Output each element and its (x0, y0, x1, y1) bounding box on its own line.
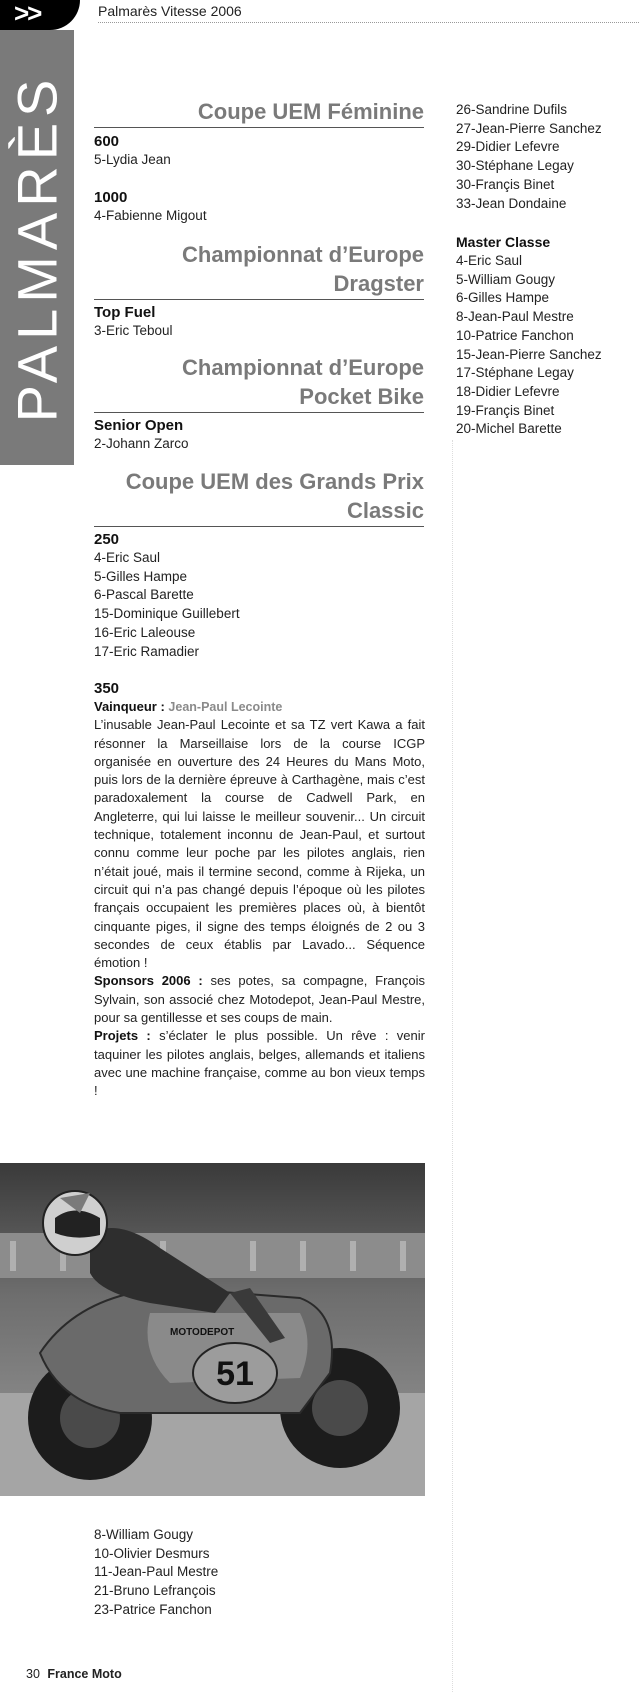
list-item: 27-Jean-Pierre Sanchez (456, 120, 602, 136)
list-item: 18-Didier Lefevre (456, 383, 560, 399)
list-item: 20-Michel Barette (456, 421, 562, 437)
heading-line-1: Championnat d’Europe (182, 355, 424, 380)
results-list-350-continued (94, 1526, 218, 1620)
sponsors-label: Sponsors 2006 : (94, 973, 203, 989)
list-item: 8-Jean-Paul Mestre (456, 309, 574, 325)
results-list-250 (94, 549, 240, 661)
list-item: 30-Stéphane Legay (456, 158, 574, 174)
list-item: 3-Eric Teboul (94, 323, 173, 338)
heading-coupe-uem-feminine (94, 97, 424, 128)
winner-article (94, 698, 425, 1101)
magazine-name: France Moto (47, 1667, 122, 1681)
list-item: 17-Stéphane Legay (456, 365, 574, 381)
projets-paragraph (94, 1027, 425, 1100)
list-item: 6-Pascal Barette (94, 587, 194, 603)
list-item: 15-Dominique Guillebert (94, 606, 240, 622)
page-footer (26, 1667, 122, 1681)
results-list-senior-open (94, 435, 189, 454)
winner-line (94, 698, 425, 716)
class-title-master-classe: Master Classe (456, 234, 551, 250)
list-item: 33-Jean Dondaine (456, 195, 567, 211)
heading-line-2: Classic (346, 498, 424, 523)
heading-coupe-uem-grands-prix-classic (94, 467, 424, 527)
section-sidebar (0, 30, 74, 465)
heading-championnat-pocket-bike (94, 353, 424, 413)
list-item: 5-Gilles Hampe (94, 568, 188, 584)
results-list-600 (94, 151, 171, 170)
list-item: 4-Eric Saul (456, 253, 523, 268)
right-column-results-continued (456, 101, 602, 213)
list-item: 15-Jean-Pierre Sanchez (456, 346, 602, 362)
class-title-250: 250 (94, 531, 120, 548)
list-item: 4-Eric Saul (94, 550, 161, 565)
list-item: 8-William Gougy (94, 1527, 194, 1542)
list-item: 10-Olivier Desmurs (94, 1545, 210, 1561)
heading-championnat-dragster (94, 240, 424, 300)
list-item: 5-William Gougy (456, 271, 556, 287)
heading-line-2: Dragster (333, 271, 424, 296)
sponsors-text: ses potes, sa compagne, François Sylvain, son associé chez Motodepot, Jean-Paul Mestre, pour sa gentillesse et ses coups de main. (94, 973, 425, 1026)
running-head: Palmarès Vitesse 2006 (98, 3, 242, 19)
header-arrow-tab: >> (0, 0, 80, 30)
list-item: 4-Fabienne Migout (94, 208, 207, 223)
article-body: L’inusable Jean-Paul Lecointe et sa TZ vert Kawa a fait résonner la Marseillaise lors de la course ICGP organisée en ouverture des 24 Heures du Mans Moto, puis lors de la dernière épreuve à Carthagène, mais c’est paradoxalement la course de Cadwell Park, en Angleterre, qui lui laisse le meilleur souvenir... Un circuit technique, totalement inconnu de Jean-Paul, et surtout connu comme leur poche par les pilotes anglais, rien n’était joué, mais il termine second, comme à Rijeka, un circuit qui n’a pas changé depuis l’époque où les pilotes français occupaient les premières places où, à bientôt cinquante piges, il signe des temps éloignés de 2 ou 3 secondes de ceux établis par Lavado... Séquence émotion ! (94, 717, 425, 971)
projets-text: s’éclater le plus possible. Un rêve : venir taquiner les pilotes anglais, belges, allemands et italiens avec une machine française, comme au bon vieux temps ! (94, 1028, 425, 1099)
projets-label: Projets : (94, 1028, 151, 1044)
list-item: 23-Patrice Fanchon (94, 1601, 212, 1617)
heading-line-2: Pocket Bike (299, 384, 424, 409)
list-item: 19-Françis Binet (456, 402, 555, 418)
class-title-top-fuel: Top Fuel (94, 304, 156, 321)
class-title-senior-open: Senior Open (94, 417, 184, 434)
list-item: 17-Eric Ramadier (94, 643, 200, 659)
winner-name: Jean-Paul Lecointe (168, 700, 283, 714)
heading-line-1: Coupe UEM des Grands Prix (125, 469, 424, 494)
results-list-1000 (94, 207, 207, 226)
photo-illustration (0, 1163, 425, 1496)
list-item: 26-Sandrine Dufils (456, 102, 568, 117)
list-item: 21-Bruno Lefrançois (94, 1583, 216, 1599)
list-item: 5-Lydia Jean (94, 152, 171, 167)
list-item: 16-Eric Laleouse (94, 624, 196, 640)
list-item: 11-Jean-Paul Mestre (94, 1564, 219, 1580)
heading-text: Coupe UEM Féminine (197, 99, 424, 124)
fairing-sponsor-text: MOTODEPOT (170, 1327, 235, 1338)
motorcycle-racing-photo (0, 1163, 425, 1496)
sidebar-label: PALMARÈS (5, 73, 69, 422)
list-item: 30-Françis Binet (456, 176, 555, 192)
header-divider (98, 22, 639, 23)
class-title-350: 350 (94, 680, 120, 697)
list-item: 2-Johann Zarco (94, 436, 189, 451)
winner-label: Vainqueur : (94, 699, 165, 714)
list-item: 10-Patrice Fanchon (456, 327, 574, 343)
sponsors-paragraph (94, 972, 425, 1027)
page-number: 30 (26, 1667, 40, 1681)
bike-number: 51 (216, 1355, 254, 1393)
heading-line-1: Championnat d’Europe (182, 242, 424, 267)
results-list-master-classe (456, 252, 602, 439)
column-divider (452, 440, 453, 1692)
list-item: 29-Didier Lefevre (456, 139, 560, 155)
results-list-top-fuel (94, 322, 173, 341)
class-title-600: 600 (94, 133, 120, 150)
list-item: 6-Gilles Hampe (456, 290, 550, 306)
class-title-1000: 1000 (94, 189, 128, 206)
